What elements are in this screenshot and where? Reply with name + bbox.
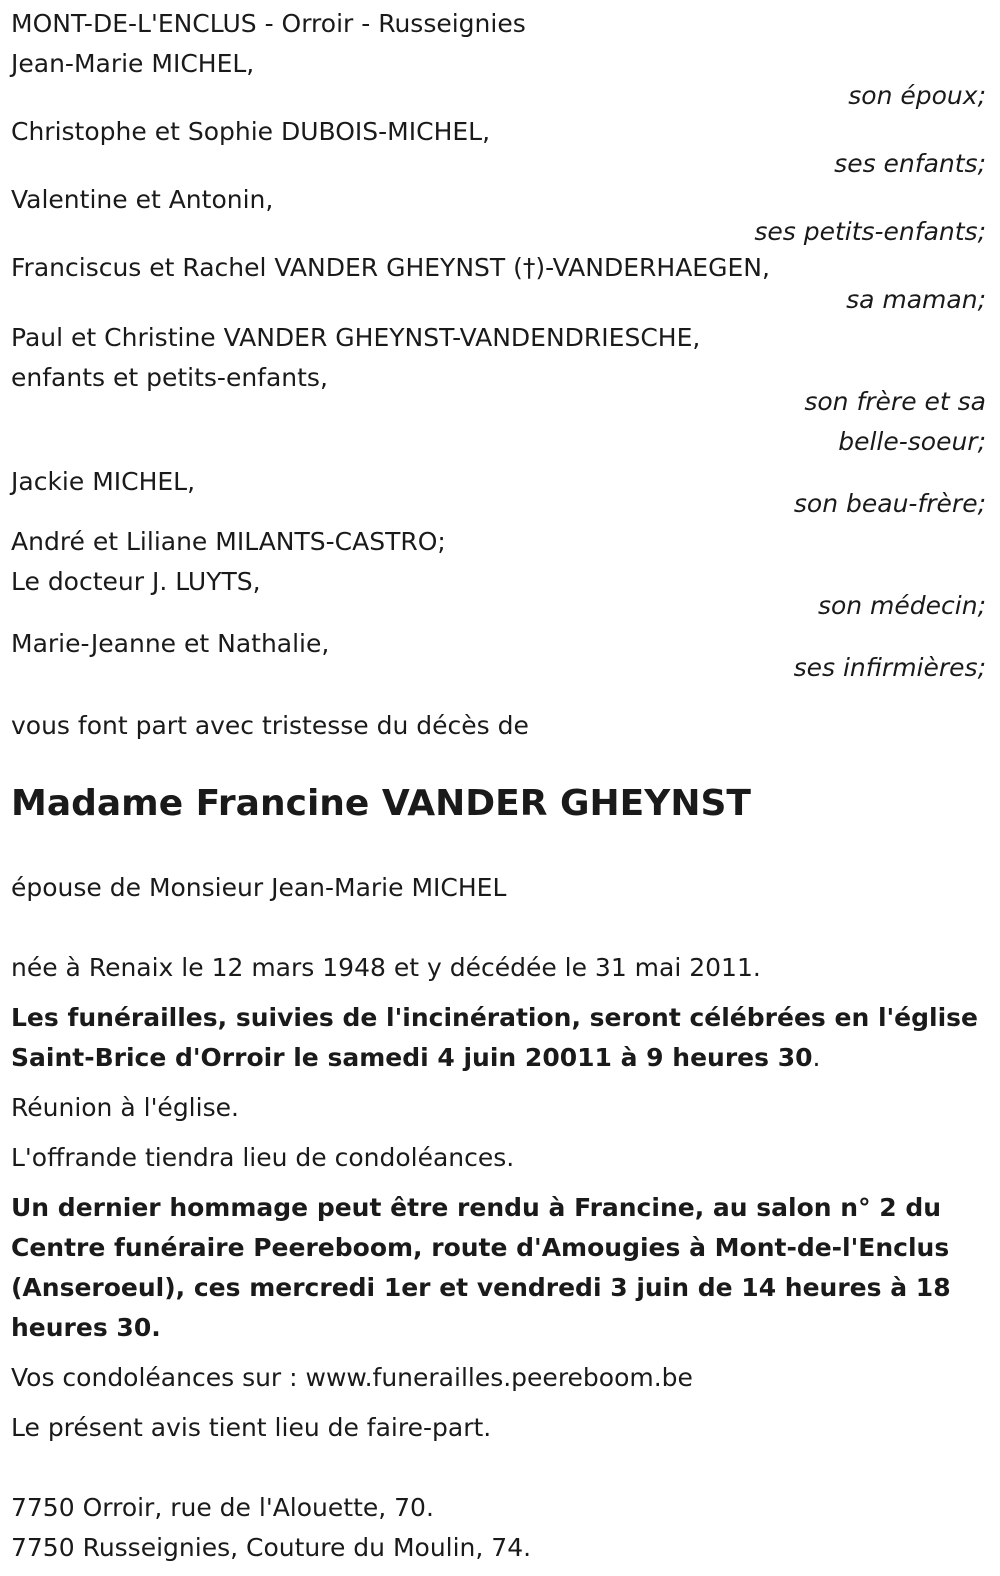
family-name: Franciscus et Rachel VANDER GHEYNST (†)-VANDERHAEGEN,: [11, 253, 770, 282]
family-name: Jean-Marie MICHEL,: [11, 49, 255, 78]
family-role: son époux;: [848, 81, 986, 110]
family-name: Valentine et Antonin,: [11, 185, 274, 214]
homage-info: Un dernier hommage peut être rendu à Francine, au salon n° 2 du Centre funéraire Peereboom, route d'Amougies à Mont-de-l'Enclus (Anseroeul), ces mercredi 1er et vendredi 3 juin de 14 heures à 18 heures 30.: [11, 1193, 951, 1342]
address-line: 7750 Orroir, rue de l'Alouette, 70.: [11, 1493, 434, 1522]
family-role: son beau-frère;: [793, 489, 986, 518]
notice-line: Le présent avis tient lieu de faire-part.: [11, 1413, 492, 1442]
family-name: enfants et petits-enfants,: [11, 363, 328, 392]
funeral-details: Les funérailles, suivies de l'incinération, seront célébrées en l'église Saint-Brice d'Orroir le samedi 4 juin 20011 à 9 heures 30: [11, 1003, 978, 1072]
family-name: Le docteur J. LUYTS,: [11, 567, 261, 596]
funeral-info: [11, 998, 986, 1078]
spouse-line: épouse de Monsieur Jean-Marie MICHEL: [11, 873, 507, 902]
family-role: belle-soeur;: [838, 427, 986, 456]
family-role: ses petits-enfants;: [754, 217, 986, 246]
condolences-line: Vos condoléances sur : www.funerailles.peereboom.be: [11, 1363, 693, 1392]
birth-death-line: née à Renaix le 12 mars 1948 et y décédée le 31 mai 2011.: [11, 953, 761, 982]
family-role: sa maman;: [846, 285, 986, 314]
family-role: son frère et sa: [804, 387, 986, 416]
address-line: 7750 Russeignies, Couture du Moulin, 74.: [11, 1533, 532, 1562]
deceased-name: Madame Francine VANDER GHEYNST: [11, 783, 751, 824]
header-locations: MONT-DE-L'ENCLUS - Orroir - Russeignies: [11, 9, 526, 38]
family-name: Jackie MICHEL,: [11, 467, 196, 496]
family-role: ses infirmières;: [793, 653, 986, 682]
family-name: Christophe et Sophie DUBOIS-MICHEL,: [11, 117, 491, 146]
family-name: Paul et Christine VANDER GHEYNST-VANDENDRIESCHE,: [11, 323, 701, 352]
funeral-period: .: [812, 1043, 821, 1072]
reunion-line: Réunion à l'église.: [11, 1093, 239, 1122]
family-role: ses enfants;: [834, 149, 986, 178]
offering-line: L'offrande tiendra lieu de condoléances.: [11, 1143, 515, 1172]
family-role: son médecin;: [817, 591, 986, 620]
family-name: Marie-Jeanne et Nathalie,: [11, 629, 330, 658]
family-name: André et Liliane MILANTS-CASTRO;: [11, 527, 446, 556]
announcement: vous font part avec tristesse du décès de: [11, 711, 529, 740]
